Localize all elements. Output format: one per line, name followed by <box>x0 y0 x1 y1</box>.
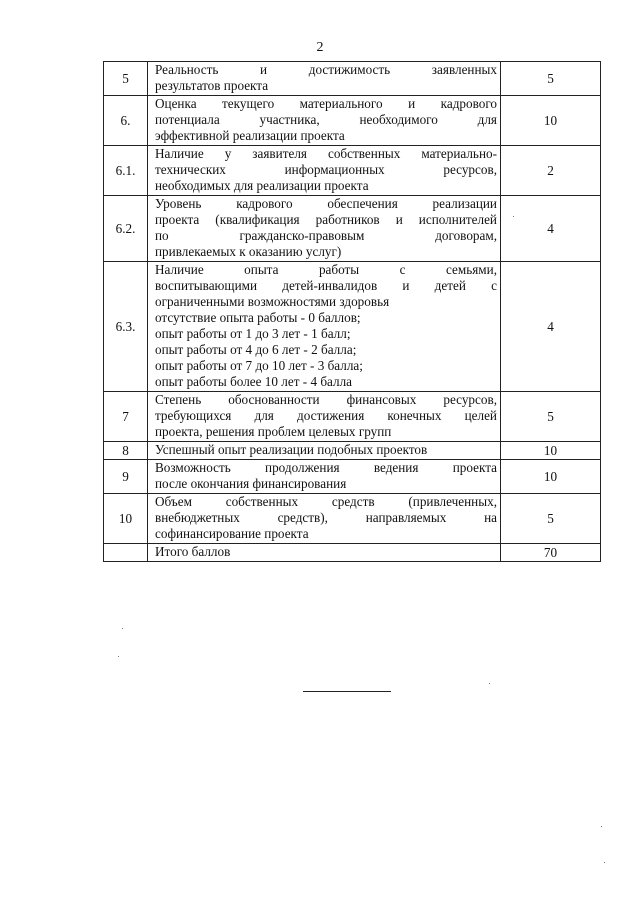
criterion-description-line: результатов проекта <box>155 78 269 93</box>
criterion-description-line: проекта (квалификация работников и исполнителей <box>155 212 497 227</box>
criterion-description-line: потенциала участника, необходимого для <box>155 112 497 127</box>
criterion-description-line: софинансирование проекта <box>155 526 309 541</box>
criterion-number: 6.3. <box>104 262 148 392</box>
criterion-description-line: по гражданско-правовым договорам, <box>155 228 497 243</box>
criterion-description-line: необходимых для реализации проекта <box>155 178 369 193</box>
criterion-description <box>148 544 501 562</box>
scan-speck <box>118 656 119 657</box>
criterion-description <box>148 460 501 494</box>
criterion-description-line: Реальность и достижимость заявленных <box>155 62 497 77</box>
criterion-number: 5 <box>104 62 148 96</box>
table-row <box>104 392 601 442</box>
criterion-description-line: Итого баллов <box>155 544 231 559</box>
criterion-number: 6. <box>104 96 148 146</box>
table-row <box>104 544 601 562</box>
criterion-description <box>148 96 501 146</box>
criterion-description-line: опыт работы более 10 лет - 4 балла <box>155 374 353 389</box>
criteria-table-body <box>104 62 601 562</box>
criterion-description <box>148 146 501 196</box>
criterion-description-line: эффективной реализации проекта <box>155 128 345 143</box>
criterion-description-line: воспитывающими детей-инвалидов и детей с <box>155 278 497 293</box>
criterion-description <box>148 262 501 392</box>
criterion-number: 7 <box>104 392 148 442</box>
scan-speck <box>122 628 123 629</box>
criterion-max-score: 5 <box>501 392 601 442</box>
criterion-description-line: отсутствие опыта работы - 0 баллов; <box>155 310 361 325</box>
page-number: 2 <box>316 40 324 55</box>
criterion-description <box>148 392 501 442</box>
criterion-description-line: Успешный опыт реализации подобных проектов <box>155 442 428 457</box>
criterion-max-score: 10 <box>501 442 601 460</box>
table-row <box>104 262 601 392</box>
criterion-max-score: 5 <box>501 494 601 544</box>
criterion-description-line: после окончания финансирования <box>155 476 347 491</box>
criterion-description <box>148 62 501 96</box>
criterion-description-line: опыт работы от 1 до 3 лет - 1 балл; <box>155 326 351 341</box>
criterion-number: 8 <box>104 442 148 460</box>
criterion-description-line: Степень обоснованности финансовых ресурсов, <box>155 392 497 407</box>
criterion-description-line: проекта, решения проблем целевых групп <box>155 424 392 439</box>
table-row <box>104 494 601 544</box>
scan-speck <box>513 216 514 217</box>
table-row <box>104 442 601 460</box>
table-row <box>104 146 601 196</box>
criterion-max-score: 10 <box>501 96 601 146</box>
criterion-description-line: привлекаемых к оказанию услуг) <box>155 244 342 259</box>
table-row <box>104 62 601 96</box>
criterion-description-line: опыт работы от 4 до 6 лет - 2 балла; <box>155 342 357 357</box>
criterion-description-line: Оценка текущего материального и кадрового <box>155 96 497 111</box>
scan-speck <box>489 683 490 684</box>
criterion-max-score: 5 <box>501 62 601 96</box>
criterion-number: 6.2. <box>104 196 148 262</box>
criterion-description-line: Наличие опыта работы с семьями, <box>155 262 497 277</box>
criterion-description <box>148 196 501 262</box>
criterion-description-line: Объем собственных средств (привлеченных, <box>155 494 497 509</box>
criterion-max-score: 4 <box>501 196 601 262</box>
criterion-max-score: 70 <box>501 544 601 562</box>
criterion-description-line: технических информационных ресурсов, <box>155 162 497 177</box>
criterion-max-score: 10 <box>501 460 601 494</box>
criterion-number: 9 <box>104 460 148 494</box>
table-row <box>104 196 601 262</box>
criterion-description-line: Уровень кадрового обеспечения реализации <box>155 196 497 211</box>
criteria-table <box>103 61 601 562</box>
criterion-description <box>148 494 501 544</box>
criterion-description-line: Наличие у заявителя собственных материально- <box>155 146 497 161</box>
criterion-number: 6.1. <box>104 146 148 196</box>
criterion-description-line: опыт работы от 7 до 10 лет - 3 балла; <box>155 358 363 373</box>
criterion-max-score: 4 <box>501 262 601 392</box>
table-row <box>104 460 601 494</box>
criterion-description-line: ограниченными возможностями здоровья <box>155 294 390 309</box>
criterion-number: 10 <box>104 494 148 544</box>
criterion-description-line: Возможность продолжения ведения проекта <box>155 460 497 475</box>
scan-speck <box>604 862 605 863</box>
criterion-number <box>104 544 148 562</box>
criterion-max-score: 2 <box>501 146 601 196</box>
criterion-description <box>148 442 501 460</box>
criterion-description-line: требующихся для достижения конечных целей <box>155 408 497 423</box>
criterion-description-line: внебюджетных средств), направляемых на <box>155 510 497 525</box>
closing-separator-line <box>303 691 391 692</box>
table-row <box>104 96 601 146</box>
scan-speck <box>601 826 602 827</box>
